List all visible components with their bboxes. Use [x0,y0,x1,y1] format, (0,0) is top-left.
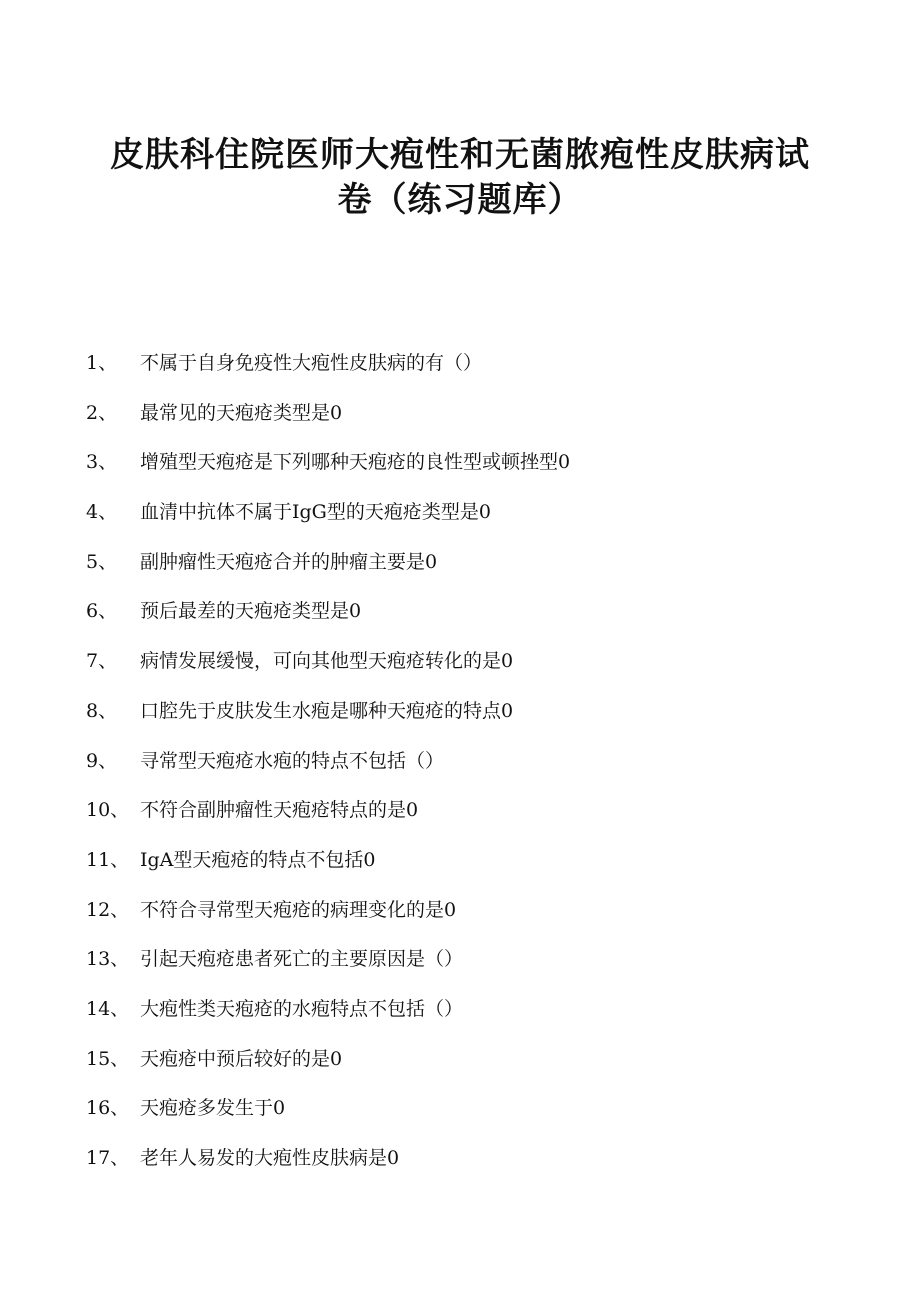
question-number: 17、 [86,1147,130,1169]
question-number: 9、 [86,749,118,772]
question-text: 最常见的天疱疮类型是0 [140,401,343,424]
question-item [0,494,920,544]
document-title-line1: 皮肤科住院医师大疱性和无菌脓疱性皮肤病试 [110,135,810,175]
question-item [0,991,920,1041]
question-number: 10、 [86,799,130,822]
question-number: 4、 [86,501,118,524]
question-text: 天疱疮多发生于0 [140,1097,286,1120]
question-text: 不属于自身免疫性大疱性皮肤病的有（） [140,352,483,374]
question-text: 天疱疮中预后较好的是0 [140,1047,343,1070]
question-number: 6、 [86,600,118,623]
question-item [0,395,920,445]
question-item [0,1090,920,1140]
question-text: 血清中抗体不属于IgG型的天疱疮类型是0 [140,501,491,524]
question-item [0,1140,920,1190]
question-text: 大疱性类天疱疮的水疱特点不包括（） [140,997,464,1020]
question-item [0,444,920,494]
question-text: 不符合副肿瘤性天疱疮特点的是0 [140,799,419,822]
question-number: 15、 [86,1047,130,1070]
question-number: 2、 [86,401,118,424]
question-text: 增殖型天疱疮是下列哪种天疱疮的良性型或顿挫型0 [140,451,571,474]
document-title-line2: 卷（练习题库） [337,180,583,220]
question-number: 13、 [86,948,130,971]
question-list [0,345,920,1190]
question-text: 引起天疱疮患者死亡的主要原因是（） [140,948,464,971]
question-item [0,345,920,395]
question-text: 不符合寻常型天疱疮的病理变化的是0 [140,898,457,921]
question-text: 病情发展缓慢，可向其他型天疱疮转化的是0 [140,650,514,673]
question-item [0,693,920,743]
question-text: 口腔先于皮肤发生水疱是哪种天疱疮的特点0 [140,699,514,722]
question-text: 老年人易发的大疱性皮肤病是0 [140,1147,400,1169]
question-item [0,643,920,693]
question-item [0,941,920,991]
question-number: 8、 [86,699,118,722]
question-text: IgA型天疱疮的特点不包括0 [140,848,376,871]
question-text: 寻常型天疱疮水疱的特点不包括（） [140,749,445,772]
question-text: 预后最差的天疱疮类型是0 [140,600,362,623]
question-number: 3、 [86,451,118,474]
question-number: 12、 [86,898,130,921]
question-number: 14、 [86,997,130,1020]
question-number: 1、 [86,352,118,374]
question-item [0,842,920,892]
question-item [0,792,920,842]
question-text: 副肿瘤性天疱疮合并的肿瘤主要是0 [140,550,438,573]
question-item [0,544,920,594]
question-item [0,593,920,643]
question-item [0,743,920,793]
question-number: 16、 [86,1097,130,1120]
question-number: 5、 [86,550,118,573]
question-number: 11、 [86,848,130,871]
question-number: 7、 [86,650,118,673]
question-item [0,1041,920,1091]
question-item [0,892,920,942]
